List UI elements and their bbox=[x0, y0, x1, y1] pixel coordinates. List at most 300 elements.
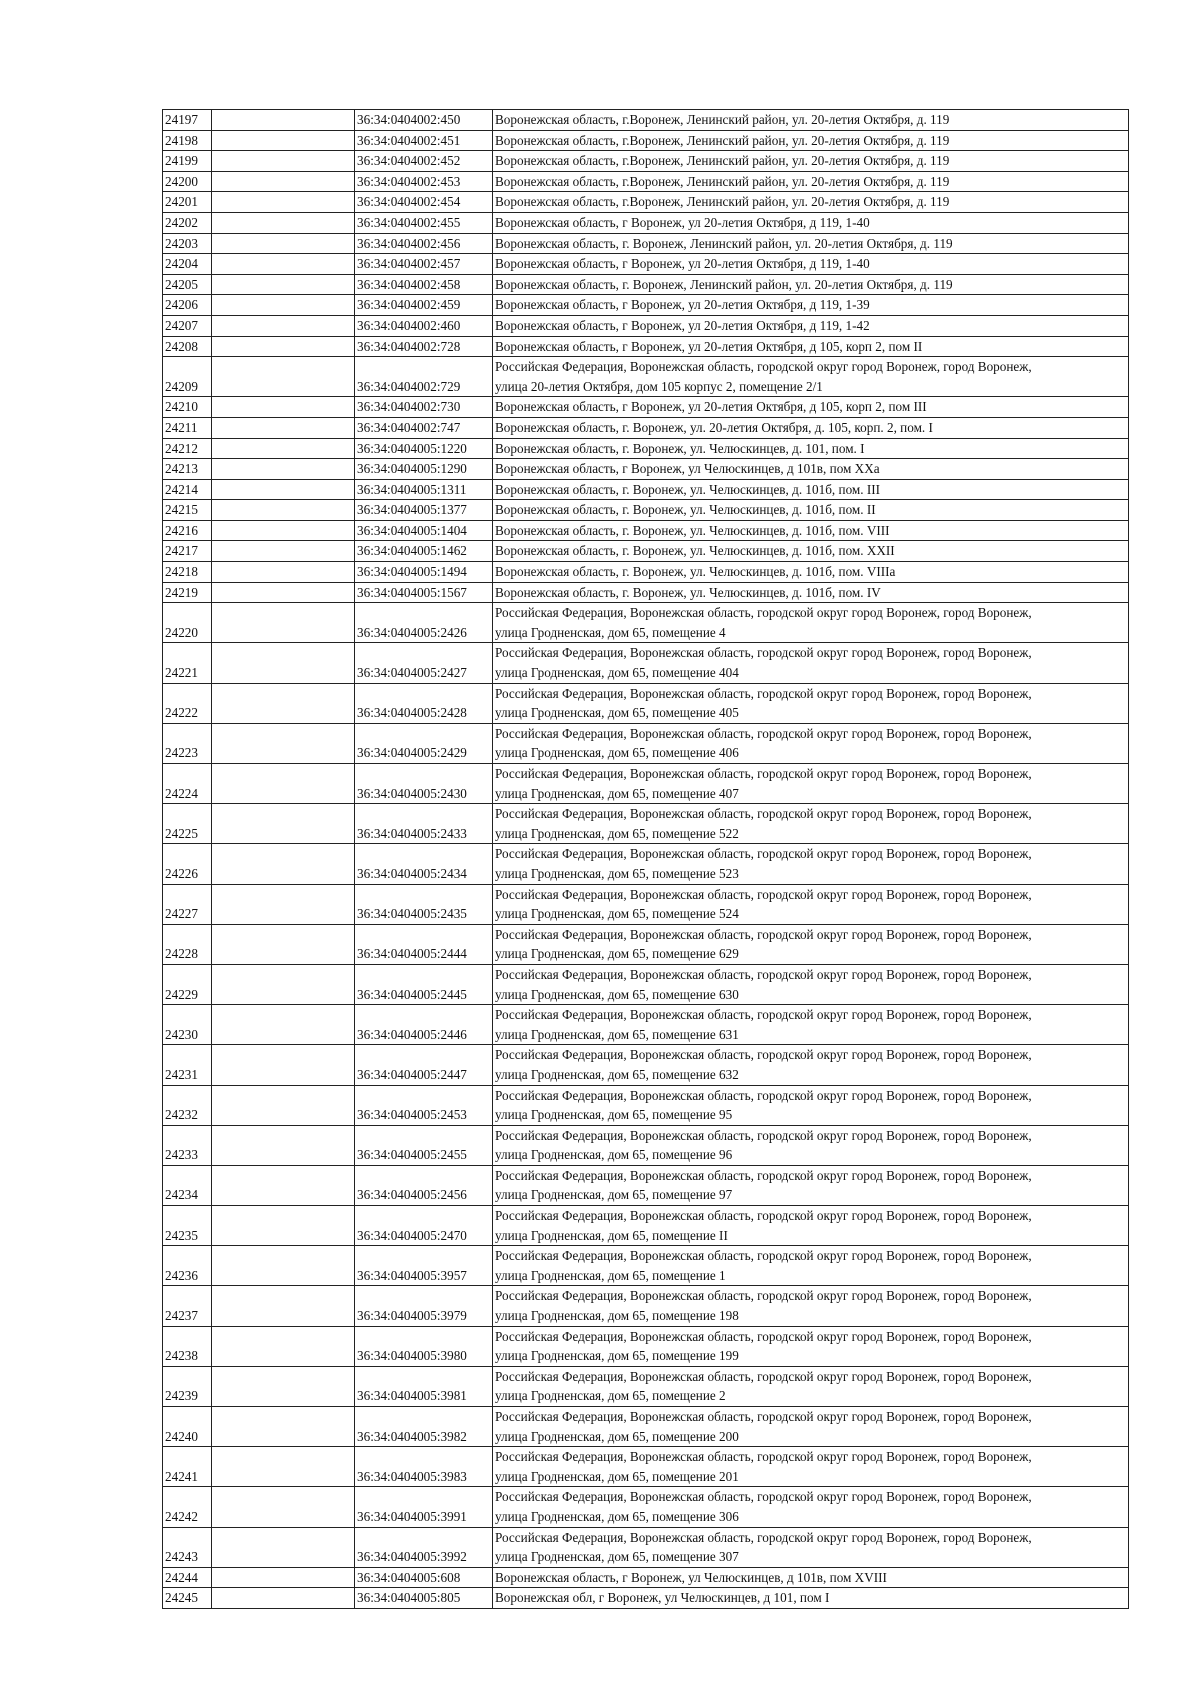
cadastral-number-cell: 36:34:0404005:2446 bbox=[355, 1005, 493, 1045]
address-line: Российская Федерация, Воронежская область, городской округ город Воронеж, город Воронеж, bbox=[495, 359, 1032, 375]
table-row bbox=[163, 723, 1129, 763]
address-cell bbox=[493, 1246, 1129, 1286]
address-line: улица Гродненская, дом 65, помещение 306 bbox=[495, 1508, 739, 1524]
address-line: улица Гродненская, дом 65, помещение 97 bbox=[495, 1187, 733, 1203]
address-line: Российская Федерация, Воронежская область, городской округ город Воронеж, город Воронеж, bbox=[495, 1208, 1032, 1224]
address-cell bbox=[493, 1165, 1129, 1205]
row-number-cell: 24236 bbox=[163, 1246, 212, 1286]
empty-cell bbox=[212, 479, 355, 500]
empty-cell bbox=[212, 397, 355, 418]
empty-cell bbox=[212, 603, 355, 643]
address-line: улица Гродненская, дом 65, помещение 2 bbox=[495, 1388, 726, 1404]
cadastral-number-cell: 36:34:0404005:608 bbox=[355, 1567, 493, 1588]
cadastral-number-cell: 36:34:0404005:1567 bbox=[355, 582, 493, 603]
address-line: улица Гродненская, дом 65, помещение 522 bbox=[495, 825, 739, 841]
address-cell bbox=[493, 582, 1129, 603]
address-cell bbox=[493, 438, 1129, 459]
table-row bbox=[163, 459, 1129, 480]
row-number-cell: 24241 bbox=[163, 1447, 212, 1487]
address-line: Российская Федерация, Воронежская область, городской округ город Воронеж, город Воронеж, bbox=[495, 1489, 1032, 1505]
table-row bbox=[163, 1487, 1129, 1527]
table-row bbox=[163, 1588, 1129, 1609]
address-cell bbox=[493, 884, 1129, 924]
address-cell bbox=[493, 151, 1129, 172]
address-cell bbox=[493, 357, 1129, 397]
address-line: улица Гродненская, дом 65, помещение 406 bbox=[495, 745, 739, 761]
cadastral-number-cell: 36:34:0404002:730 bbox=[355, 397, 493, 418]
address-cell bbox=[493, 1045, 1129, 1085]
cadastral-number-cell: 36:34:0404005:1290 bbox=[355, 459, 493, 480]
table-row bbox=[163, 315, 1129, 336]
table-row bbox=[163, 844, 1129, 884]
row-number-cell: 24198 bbox=[163, 130, 212, 151]
address-line: Российская Федерация, Воронежская область, городской округ город Воронеж, город Воронеж, bbox=[495, 1288, 1032, 1304]
address-cell bbox=[493, 1085, 1129, 1125]
table-row bbox=[163, 603, 1129, 643]
empty-cell bbox=[212, 295, 355, 316]
address-line: улица Гродненская, дом 65, помещение 405 bbox=[495, 705, 739, 721]
table-row bbox=[163, 1005, 1129, 1045]
table-row bbox=[163, 500, 1129, 521]
row-number-cell: 24211 bbox=[163, 417, 212, 438]
address-cell bbox=[493, 254, 1129, 275]
address-line: Воронежская область, г.Воронеж, Ленинский район, ул. 20-летия Октября, д. 119 bbox=[495, 132, 950, 148]
row-number-cell: 24200 bbox=[163, 171, 212, 192]
address-line: Российская Федерация, Воронежская область, городской округ город Воронеж, город Воронеж, bbox=[495, 725, 1032, 741]
address-line: Российская Федерация, Воронежская область, городской округ город Воронеж, город Воронеж, bbox=[495, 1007, 1032, 1023]
address-line: Воронежская область, г Воронеж, ул Челюскинцев, д 101в, пом XVIII bbox=[495, 1569, 887, 1585]
row-number-cell: 24216 bbox=[163, 520, 212, 541]
address-line: Российская Федерация, Воронежская область, городской округ город Воронеж, город Воронеж, bbox=[495, 685, 1032, 701]
address-line: улица 20-летия Октября, дом 105 корпус 2, помещение 2/1 bbox=[495, 378, 823, 394]
cadastral-number-cell: 36:34:0404002:451 bbox=[355, 130, 493, 151]
address-line: Российская Федерация, Воронежская область, городской округ город Воронеж, город Воронеж, bbox=[495, 1248, 1032, 1264]
table-row bbox=[163, 1206, 1129, 1246]
empty-cell bbox=[212, 1045, 355, 1085]
address-line: улица Гродненская, дом 65, помещение 307 bbox=[495, 1549, 739, 1565]
cadastral-number-cell: 36:34:0404002:460 bbox=[355, 315, 493, 336]
address-line: Воронежская область, г Воронеж, ул Челюскинцев, д 101в, пом ХХа bbox=[495, 461, 880, 477]
cadastral-number-cell: 36:34:0404005:2455 bbox=[355, 1125, 493, 1165]
cadastral-number-cell: 36:34:0404005:2470 bbox=[355, 1206, 493, 1246]
row-number-cell: 24226 bbox=[163, 844, 212, 884]
empty-cell bbox=[212, 1407, 355, 1447]
table-row bbox=[163, 233, 1129, 254]
address-cell bbox=[493, 1005, 1129, 1045]
table-row bbox=[163, 884, 1129, 924]
address-line: Российская Федерация, Воронежская область, городской округ город Воронеж, город Воронеж, bbox=[495, 966, 1032, 982]
address-cell bbox=[493, 459, 1129, 480]
address-line: улица Гродненская, дом 65, помещение 631 bbox=[495, 1026, 739, 1042]
empty-cell bbox=[212, 171, 355, 192]
address-line: Российская Федерация, Воронежская область, городской округ город Воронеж, город Воронеж, bbox=[495, 1047, 1032, 1063]
address-cell bbox=[493, 397, 1129, 418]
empty-cell bbox=[212, 683, 355, 723]
table-row bbox=[163, 764, 1129, 804]
empty-cell bbox=[212, 541, 355, 562]
cadastral-number-cell: 36:34:0404005:3981 bbox=[355, 1366, 493, 1406]
address-line: Воронежская область, г. Воронеж, ул. Челюскинцев, д. 101б, пом. III bbox=[495, 481, 881, 497]
address-cell bbox=[493, 541, 1129, 562]
table-row bbox=[163, 541, 1129, 562]
empty-cell bbox=[212, 804, 355, 844]
row-number-cell: 24235 bbox=[163, 1206, 212, 1246]
address-cell bbox=[493, 723, 1129, 763]
address-line: Воронежская область, г. Воронеж, ул. Челюскинцев, д. 101б, пом. II bbox=[495, 502, 876, 518]
empty-cell bbox=[212, 1085, 355, 1125]
cadastral-number-cell: 36:34:0404005:2433 bbox=[355, 804, 493, 844]
cadastral-number-cell: 36:34:0404002:728 bbox=[355, 336, 493, 357]
empty-cell bbox=[212, 1125, 355, 1165]
empty-cell bbox=[212, 964, 355, 1004]
address-line: улица Гродненская, дом 65, помещение 200 bbox=[495, 1428, 739, 1444]
cadastral-number-cell: 36:34:0404005:2428 bbox=[355, 683, 493, 723]
address-cell bbox=[493, 233, 1129, 254]
table-row bbox=[163, 417, 1129, 438]
empty-cell bbox=[212, 438, 355, 459]
cadastral-number-cell: 36:34:0404005:1377 bbox=[355, 500, 493, 521]
address-line: Воронежская область, г Воронеж, ул 20-летия Октября, д 105, корп 2, пом II bbox=[495, 338, 923, 354]
empty-cell bbox=[212, 1588, 355, 1609]
address-line: Воронежская обл, г Воронеж, ул Челюскинцев, д 101, пом I bbox=[495, 1590, 830, 1606]
cadastral-number-cell: 36:34:0404002:455 bbox=[355, 212, 493, 233]
row-number-cell: 24243 bbox=[163, 1527, 212, 1567]
empty-cell bbox=[212, 643, 355, 683]
cadastral-number-cell: 36:34:0404002:459 bbox=[355, 295, 493, 316]
address-cell bbox=[493, 1567, 1129, 1588]
cadastral-number-cell: 36:34:0404005:2447 bbox=[355, 1045, 493, 1085]
address-cell bbox=[493, 1366, 1129, 1406]
row-number-cell: 24214 bbox=[163, 479, 212, 500]
address-line: улица Гродненская, дом 65, помещение 96 bbox=[495, 1147, 733, 1163]
cadastral-number-cell: 36:34:0404002:456 bbox=[355, 233, 493, 254]
table-row bbox=[163, 1165, 1129, 1205]
address-line: Воронежская область, г Воронеж, ул 20-летия Октября, д 119, 1-39 bbox=[495, 297, 870, 313]
address-cell bbox=[493, 171, 1129, 192]
table-row bbox=[163, 1407, 1129, 1447]
cadastral-number-cell: 36:34:0404002:747 bbox=[355, 417, 493, 438]
address-line: улица Гродненская, дом 65, помещение 201 bbox=[495, 1468, 739, 1484]
row-number-cell: 24237 bbox=[163, 1286, 212, 1326]
table-row bbox=[163, 438, 1129, 459]
address-line: Воронежская область, г. Воронеж, ул. Челюскинцев, д. 101б, пом. XXII bbox=[495, 543, 895, 559]
address-cell bbox=[493, 964, 1129, 1004]
row-number-cell: 24218 bbox=[163, 562, 212, 583]
cadastral-number-cell: 36:34:0404005:2445 bbox=[355, 964, 493, 1004]
row-number-cell: 24206 bbox=[163, 295, 212, 316]
cadastral-number-cell: 36:34:0404005:805 bbox=[355, 1588, 493, 1609]
address-line: Воронежская область, г.Воронеж, Ленинский район, ул. 20-летия Октября, д. 119 bbox=[495, 173, 950, 189]
table-row bbox=[163, 1286, 1129, 1326]
address-cell bbox=[493, 274, 1129, 295]
empty-cell bbox=[212, 500, 355, 521]
address-cell bbox=[493, 1125, 1129, 1165]
row-number-cell: 24213 bbox=[163, 459, 212, 480]
address-line: Российская Федерация, Воронежская область, городской округ город Воронеж, город Воронеж, bbox=[495, 1167, 1032, 1183]
address-line: Российская Федерация, Воронежская область, городской округ город Воронеж, город Воронеж, bbox=[495, 1409, 1032, 1424]
table-row bbox=[163, 1567, 1129, 1588]
address-line: улица Гродненская, дом 65, помещение 199 bbox=[495, 1348, 739, 1364]
address-line: Воронежская область, г. Воронеж, ул. Челюскинцев, д. 101, пом. I bbox=[495, 440, 865, 456]
empty-cell bbox=[212, 130, 355, 151]
empty-cell bbox=[212, 459, 355, 480]
empty-cell bbox=[212, 254, 355, 275]
address-cell bbox=[493, 1326, 1129, 1366]
address-cell bbox=[493, 764, 1129, 804]
cadastral-number-cell: 36:34:0404005:1311 bbox=[355, 479, 493, 500]
row-number-cell: 24230 bbox=[163, 1005, 212, 1045]
row-number-cell: 24229 bbox=[163, 964, 212, 1004]
table-row bbox=[163, 1527, 1129, 1567]
empty-cell bbox=[212, 1447, 355, 1487]
address-cell bbox=[493, 315, 1129, 336]
empty-cell bbox=[212, 1366, 355, 1406]
empty-cell bbox=[212, 192, 355, 213]
address-cell bbox=[493, 1206, 1129, 1246]
address-line: Российская Федерация, Воронежская область, городской округ город Воронеж, город Воронеж, bbox=[495, 1368, 1032, 1384]
table-row bbox=[163, 212, 1129, 233]
row-number-cell: 24240 bbox=[163, 1407, 212, 1447]
table-row bbox=[163, 1045, 1129, 1085]
cadastral-number-cell: 36:34:0404005:1462 bbox=[355, 541, 493, 562]
cadastral-number-cell: 36:34:0404005:2435 bbox=[355, 884, 493, 924]
address-cell bbox=[493, 479, 1129, 500]
empty-cell bbox=[212, 520, 355, 541]
address-line: улица Гродненская, дом 65, помещение II bbox=[495, 1227, 728, 1243]
address-cell bbox=[493, 1407, 1129, 1447]
cadastral-number-cell: 36:34:0404005:2453 bbox=[355, 1085, 493, 1125]
row-number-cell: 24207 bbox=[163, 315, 212, 336]
address-line: улица Гродненская, дом 65, помещение 407 bbox=[495, 785, 739, 801]
address-line: Российская Федерация, Воронежская область, городской округ город Воронеж, город Воронеж, bbox=[495, 1328, 1032, 1344]
address-line: Российская Федерация, Воронежская область, городской округ город Воронеж, город Воронеж, bbox=[495, 1529, 1032, 1545]
empty-cell bbox=[212, 1326, 355, 1366]
row-number-cell: 24197 bbox=[163, 110, 212, 131]
table-row bbox=[163, 357, 1129, 397]
table-row bbox=[163, 274, 1129, 295]
empty-cell bbox=[212, 1527, 355, 1567]
address-line: Воронежская область, г Воронеж, ул 20-летия Октября, д 119, 1-42 bbox=[495, 317, 870, 333]
empty-cell bbox=[212, 1206, 355, 1246]
address-line: Российская Федерация, Воронежская область, городской округ город Воронеж, город Воронеж, bbox=[495, 645, 1032, 661]
address-line: Воронежская область, г.Воронеж, Ленинский район, ул. 20-летия Октября, д. 119 bbox=[495, 194, 950, 210]
address-line: Воронежская область, г. Воронеж, ул. Челюскинцев, д. 101б, пом. VIII bbox=[495, 522, 890, 538]
table-row bbox=[163, 397, 1129, 418]
address-line: Российская Федерация, Воронежская область, городской округ город Воронеж, город Воронеж, bbox=[495, 1449, 1032, 1465]
cadastral-number-cell: 36:34:0404002:450 bbox=[355, 110, 493, 131]
address-line: Воронежская область, г. Воронеж, Ленинский район, ул. 20-летия Октября, д. 119 bbox=[495, 235, 953, 251]
cadastral-number-cell: 36:34:0404005:2434 bbox=[355, 844, 493, 884]
empty-cell bbox=[212, 1246, 355, 1286]
address-line: улица Гродненская, дом 65, помещение 404 bbox=[495, 665, 739, 681]
address-cell bbox=[493, 1286, 1129, 1326]
row-number-cell: 24224 bbox=[163, 764, 212, 804]
address-line: улица Гродненская, дом 65, помещение 524 bbox=[495, 906, 739, 922]
address-line: улица Гродненская, дом 65, помещение 95 bbox=[495, 1107, 733, 1123]
registry-table bbox=[162, 109, 1129, 1609]
row-number-cell: 24225 bbox=[163, 804, 212, 844]
empty-cell bbox=[212, 417, 355, 438]
row-number-cell: 24204 bbox=[163, 254, 212, 275]
cadastral-number-cell: 36:34:0404005:2426 bbox=[355, 603, 493, 643]
empty-cell bbox=[212, 212, 355, 233]
address-line: улица Гродненская, дом 65, помещение 630 bbox=[495, 986, 739, 1002]
cadastral-number-cell: 36:34:0404005:3957 bbox=[355, 1246, 493, 1286]
address-cell bbox=[493, 924, 1129, 964]
table-row bbox=[163, 151, 1129, 172]
cadastral-number-cell: 36:34:0404002:452 bbox=[355, 151, 493, 172]
address-line: Воронежская область, г Воронеж, ул 20-летия Октября, д 119, 1-40 bbox=[495, 214, 870, 230]
empty-cell bbox=[212, 764, 355, 804]
row-number-cell: 24208 bbox=[163, 336, 212, 357]
table-row bbox=[163, 1085, 1129, 1125]
address-cell bbox=[493, 520, 1129, 541]
table-row bbox=[163, 562, 1129, 583]
address-line: Российская Федерация, Воронежская область, городской округ город Воронеж, город Воронеж, bbox=[495, 886, 1032, 902]
empty-cell bbox=[212, 1567, 355, 1588]
empty-cell bbox=[212, 274, 355, 295]
cadastral-number-cell: 36:34:0404005:2444 bbox=[355, 924, 493, 964]
cadastral-number-cell: 36:34:0404005:2429 bbox=[355, 723, 493, 763]
cadastral-number-cell: 36:34:0404002:454 bbox=[355, 192, 493, 213]
table-row bbox=[163, 130, 1129, 151]
empty-cell bbox=[212, 924, 355, 964]
empty-cell bbox=[212, 357, 355, 397]
row-number-cell: 24245 bbox=[163, 1588, 212, 1609]
address-cell bbox=[493, 1487, 1129, 1527]
row-number-cell: 24199 bbox=[163, 151, 212, 172]
row-number-cell: 24238 bbox=[163, 1326, 212, 1366]
address-cell bbox=[493, 212, 1129, 233]
address-line: Воронежская область, г. Воронеж, ул. Челюскинцев, д. 101б, пом. VIIIа bbox=[495, 564, 896, 580]
address-line: Российская Федерация, Воронежская область, городской округ город Воронеж, город Воронеж, bbox=[495, 926, 1032, 942]
empty-cell bbox=[212, 1487, 355, 1527]
address-line: Российская Федерация, Воронежская область, городской округ город Воронеж, город Воронеж, bbox=[495, 766, 1032, 781]
address-line: улица Гродненская, дом 65, помещение 523 bbox=[495, 865, 739, 881]
empty-cell bbox=[212, 336, 355, 357]
address-line: улица Гродненская, дом 65, помещение 4 bbox=[495, 624, 726, 640]
empty-cell bbox=[212, 110, 355, 131]
address-cell bbox=[493, 1588, 1129, 1609]
cadastral-number-cell: 36:34:0404005:2430 bbox=[355, 764, 493, 804]
table-row bbox=[163, 110, 1129, 131]
row-number-cell: 24209 bbox=[163, 357, 212, 397]
row-number-cell: 24239 bbox=[163, 1366, 212, 1406]
table-row bbox=[163, 924, 1129, 964]
address-cell bbox=[493, 562, 1129, 583]
address-cell bbox=[493, 844, 1129, 884]
table-row bbox=[163, 804, 1129, 844]
address-line: Воронежская область, г Воронеж, ул 20-летия Октября, д 105, корп 2, пом III bbox=[495, 399, 927, 415]
table-row bbox=[163, 643, 1129, 683]
table-row bbox=[163, 336, 1129, 357]
address-line: улица Гродненская, дом 65, помещение 632 bbox=[495, 1066, 739, 1082]
address-cell bbox=[493, 1447, 1129, 1487]
address-cell bbox=[493, 1527, 1129, 1567]
cadastral-number-cell: 36:34:0404005:3979 bbox=[355, 1286, 493, 1326]
registry-table-body bbox=[163, 110, 1129, 1609]
address-cell bbox=[493, 804, 1129, 844]
cadastral-number-cell: 36:34:0404005:1404 bbox=[355, 520, 493, 541]
empty-cell bbox=[212, 233, 355, 254]
address-cell bbox=[493, 110, 1129, 131]
table-row bbox=[163, 964, 1129, 1004]
cadastral-number-cell: 36:34:0404002:458 bbox=[355, 274, 493, 295]
row-number-cell: 24201 bbox=[163, 192, 212, 213]
row-number-cell: 24203 bbox=[163, 233, 212, 254]
table-row bbox=[163, 1366, 1129, 1406]
table-row bbox=[163, 683, 1129, 723]
table-row bbox=[163, 171, 1129, 192]
table-row bbox=[163, 1125, 1129, 1165]
row-number-cell: 24234 bbox=[163, 1165, 212, 1205]
cadastral-number-cell: 36:34:0404002:729 bbox=[355, 357, 493, 397]
address-line: Воронежская область, г Воронеж, ул 20-летия Октября, д 119, 1-40 bbox=[495, 256, 870, 272]
cadastral-number-cell: 36:34:0404005:2456 bbox=[355, 1165, 493, 1205]
address-line: Российская Федерация, Воронежская область, городской округ город Воронеж, город Воронеж, bbox=[495, 806, 1032, 822]
table-row bbox=[163, 192, 1129, 213]
address-line: улица Гродненская, дом 65, помещение 1 bbox=[495, 1267, 726, 1283]
empty-cell bbox=[212, 582, 355, 603]
cadastral-number-cell: 36:34:0404005:3982 bbox=[355, 1407, 493, 1447]
empty-cell bbox=[212, 1286, 355, 1326]
address-cell bbox=[493, 603, 1129, 643]
cadastral-number-cell: 36:34:0404005:3991 bbox=[355, 1487, 493, 1527]
cadastral-number-cell: 36:34:0404002:457 bbox=[355, 254, 493, 275]
empty-cell bbox=[212, 723, 355, 763]
empty-cell bbox=[212, 1165, 355, 1205]
address-line: улица Гродненская, дом 65, помещение 629 bbox=[495, 946, 739, 962]
address-line: Воронежская область, г. Воронеж, ул. 20-летия Октября, д. 105, корп. 2, пом. I bbox=[495, 419, 933, 435]
address-line: Российская Федерация, Воронежская область, городской округ город Воронеж, город Воронеж, bbox=[495, 605, 1032, 621]
row-number-cell: 24212 bbox=[163, 438, 212, 459]
cadastral-number-cell: 36:34:0404005:3980 bbox=[355, 1326, 493, 1366]
empty-cell bbox=[212, 315, 355, 336]
cadastral-number-cell: 36:34:0404005:3992 bbox=[355, 1527, 493, 1567]
row-number-cell: 24228 bbox=[163, 924, 212, 964]
row-number-cell: 24205 bbox=[163, 274, 212, 295]
row-number-cell: 24223 bbox=[163, 723, 212, 763]
cadastral-number-cell: 36:34:0404005:3983 bbox=[355, 1447, 493, 1487]
address-cell bbox=[493, 295, 1129, 316]
table-row bbox=[163, 1326, 1129, 1366]
row-number-cell: 24222 bbox=[163, 683, 212, 723]
row-number-cell: 24210 bbox=[163, 397, 212, 418]
address-line: Российская Федерация, Воронежская область, городской округ город Воронеж, город Воронеж, bbox=[495, 1087, 1032, 1103]
empty-cell bbox=[212, 844, 355, 884]
address-line: Воронежская область, г.Воронеж, Ленинский район, ул. 20-летия Октября, д. 119 bbox=[495, 153, 950, 169]
address-cell bbox=[493, 336, 1129, 357]
row-number-cell: 24232 bbox=[163, 1085, 212, 1125]
row-number-cell: 24242 bbox=[163, 1487, 212, 1527]
row-number-cell: 24231 bbox=[163, 1045, 212, 1085]
address-line: Воронежская область, г.Воронеж, Ленинский район, ул. 20-летия Октября, д. 119 bbox=[495, 112, 950, 127]
address-line: Российская Федерация, Воронежская область, городской округ город Воронеж, город Воронеж, bbox=[495, 1127, 1032, 1143]
row-number-cell: 24227 bbox=[163, 884, 212, 924]
address-cell bbox=[493, 417, 1129, 438]
address-line: Российская Федерация, Воронежская область, городской округ город Воронеж, город Воронеж, bbox=[495, 846, 1032, 862]
table-row bbox=[163, 479, 1129, 500]
row-number-cell: 24244 bbox=[163, 1567, 212, 1588]
row-number-cell: 24202 bbox=[163, 212, 212, 233]
table-row bbox=[163, 254, 1129, 275]
empty-cell bbox=[212, 1005, 355, 1045]
address-cell bbox=[493, 130, 1129, 151]
table-row bbox=[163, 1447, 1129, 1487]
address-line: Воронежская область, г. Воронеж, ул. Челюскинцев, д. 101б, пом. IV bbox=[495, 584, 881, 600]
address-cell bbox=[493, 500, 1129, 521]
table-row bbox=[163, 1246, 1129, 1286]
